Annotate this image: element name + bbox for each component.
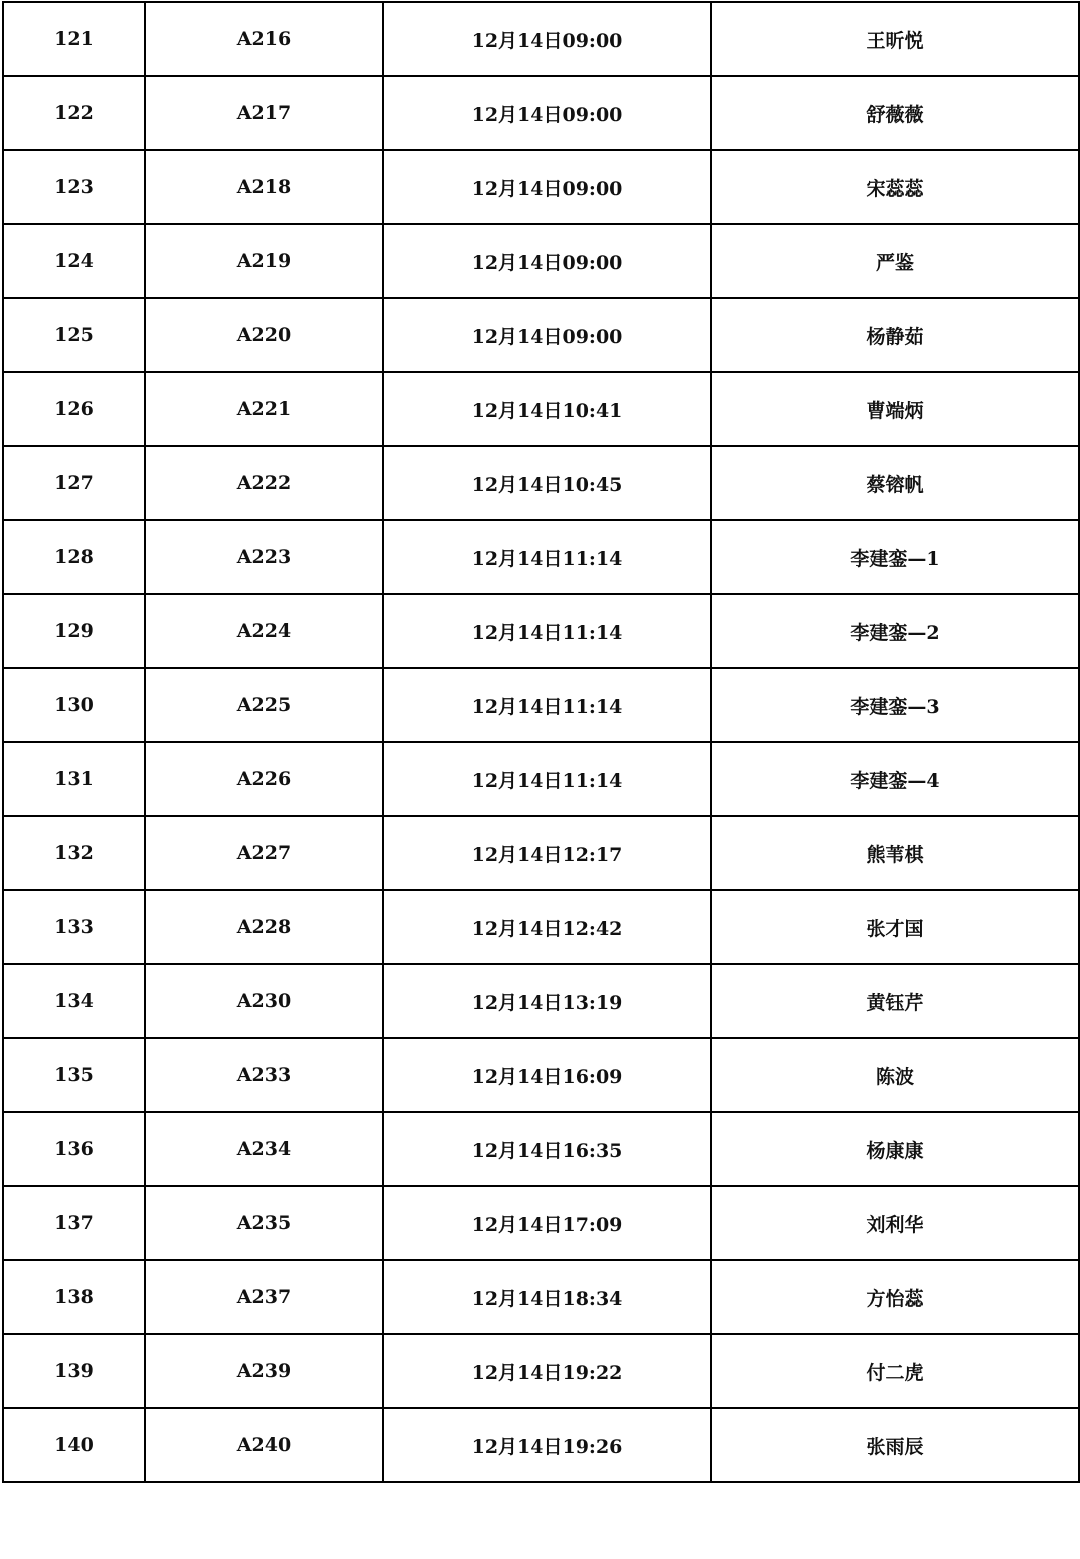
row-number: 126 (3, 372, 145, 446)
timestamp: 12月14日09:00 (383, 2, 711, 76)
case-code: A237 (145, 1260, 383, 1334)
case-code: A216 (145, 2, 383, 76)
case-code: A218 (145, 150, 383, 224)
case-code: A233 (145, 1038, 383, 1112)
row-number: 124 (3, 224, 145, 298)
person-name: 刘利华 (711, 1186, 1079, 1260)
row-number: 132 (3, 816, 145, 890)
table-row (3, 1408, 1079, 1482)
table-row (3, 890, 1079, 964)
table-row (3, 150, 1079, 224)
case-code: A223 (145, 520, 383, 594)
row-number: 131 (3, 742, 145, 816)
person-name: 宋蕊蕊 (711, 150, 1079, 224)
person-name: 曹端炳 (711, 372, 1079, 446)
row-number: 121 (3, 2, 145, 76)
row-number: 135 (3, 1038, 145, 1112)
row-number: 130 (3, 668, 145, 742)
table-row (3, 2, 1079, 76)
timestamp: 12月14日10:45 (383, 446, 711, 520)
case-code: A239 (145, 1334, 383, 1408)
case-code: A240 (145, 1408, 383, 1482)
person-name: 李建銮—2 (711, 594, 1079, 668)
timestamp: 12月14日12:42 (383, 890, 711, 964)
case-code: A222 (145, 446, 383, 520)
row-number: 134 (3, 964, 145, 1038)
table-row (3, 520, 1079, 594)
row-number: 139 (3, 1334, 145, 1408)
table-row (3, 964, 1079, 1038)
row-number: 125 (3, 298, 145, 372)
table-row (3, 224, 1079, 298)
timestamp: 12月14日09:00 (383, 224, 711, 298)
case-code: A234 (145, 1112, 383, 1186)
row-number: 128 (3, 520, 145, 594)
person-name: 李建銮—4 (711, 742, 1079, 816)
table-row (3, 1038, 1079, 1112)
person-name: 王昕悦 (711, 2, 1079, 76)
person-name: 杨康康 (711, 1112, 1079, 1186)
table-row (3, 446, 1079, 520)
table-row (3, 1260, 1079, 1334)
timestamp: 12月14日16:35 (383, 1112, 711, 1186)
timestamp: 12月14日11:14 (383, 520, 711, 594)
person-name: 李建銮—1 (711, 520, 1079, 594)
row-number: 136 (3, 1112, 145, 1186)
case-code: A220 (145, 298, 383, 372)
row-number: 129 (3, 594, 145, 668)
timestamp: 12月14日11:14 (383, 668, 711, 742)
row-number: 127 (3, 446, 145, 520)
row-number: 140 (3, 1408, 145, 1482)
person-name: 陈波 (711, 1038, 1079, 1112)
timestamp: 12月14日13:19 (383, 964, 711, 1038)
table-row (3, 668, 1079, 742)
person-name: 黄钰芹 (711, 964, 1079, 1038)
case-code: A228 (145, 890, 383, 964)
timestamp: 12月14日19:26 (383, 1408, 711, 1482)
table-row (3, 1112, 1079, 1186)
table-row (3, 76, 1079, 150)
case-code: A226 (145, 742, 383, 816)
table-row (3, 742, 1079, 816)
row-number: 138 (3, 1260, 145, 1334)
case-code: A221 (145, 372, 383, 446)
timestamp: 12月14日11:14 (383, 594, 711, 668)
table-row (3, 1186, 1079, 1260)
timestamp: 12月14日17:09 (383, 1186, 711, 1260)
row-number: 123 (3, 150, 145, 224)
records-table-body (3, 2, 1079, 1482)
person-name: 严鉴 (711, 224, 1079, 298)
table-row (3, 372, 1079, 446)
person-name: 舒薇薇 (711, 76, 1079, 150)
timestamp: 12月14日09:00 (383, 298, 711, 372)
person-name: 付二虎 (711, 1334, 1079, 1408)
person-name: 方怡蕊 (711, 1260, 1079, 1334)
table-row (3, 594, 1079, 668)
case-code: A219 (145, 224, 383, 298)
case-code: A225 (145, 668, 383, 742)
row-number: 122 (3, 76, 145, 150)
case-code: A224 (145, 594, 383, 668)
timestamp: 12月14日12:17 (383, 816, 711, 890)
person-name: 蔡镕帆 (711, 446, 1079, 520)
table-row (3, 816, 1079, 890)
person-name: 杨静茹 (711, 298, 1079, 372)
timestamp: 12月14日09:00 (383, 150, 711, 224)
person-name: 张雨辰 (711, 1408, 1079, 1482)
timestamp: 12月14日18:34 (383, 1260, 711, 1334)
timestamp: 12月14日09:00 (383, 76, 711, 150)
case-code: A217 (145, 76, 383, 150)
table-row (3, 298, 1079, 372)
table-row (3, 1334, 1079, 1408)
records-table (2, 1, 1080, 1483)
person-name: 熊苇棋 (711, 816, 1079, 890)
row-number: 137 (3, 1186, 145, 1260)
timestamp: 12月14日16:09 (383, 1038, 711, 1112)
row-number: 133 (3, 890, 145, 964)
timestamp: 12月14日11:14 (383, 742, 711, 816)
timestamp: 12月14日19:22 (383, 1334, 711, 1408)
case-code: A230 (145, 964, 383, 1038)
person-name: 李建銮—3 (711, 668, 1079, 742)
person-name: 张才国 (711, 890, 1079, 964)
case-code: A235 (145, 1186, 383, 1260)
case-code: A227 (145, 816, 383, 890)
timestamp: 12月14日10:41 (383, 372, 711, 446)
